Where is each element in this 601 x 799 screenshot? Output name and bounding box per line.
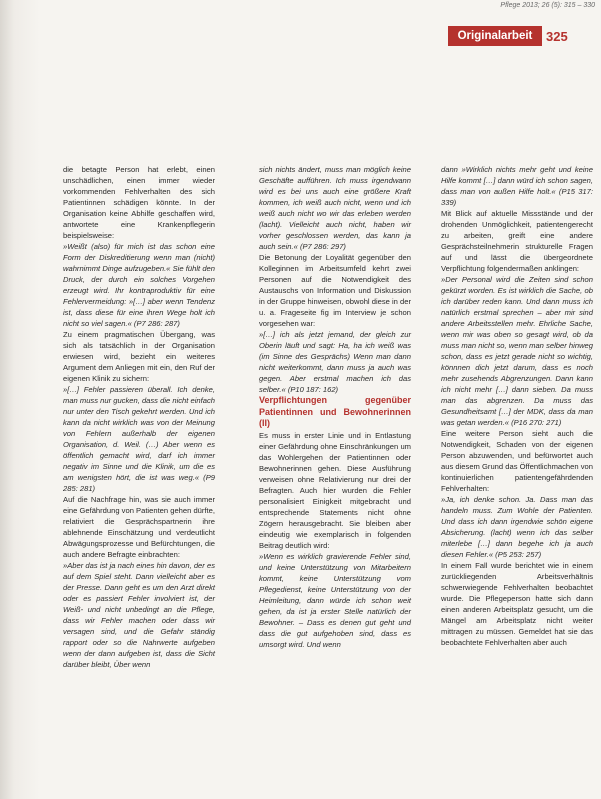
paragraph: »Aber das ist ja nach eines hin davon, der es auf dem Spiel steht. Dann vielleicht aber es der Presse. Dann geht es um den Arzt direkt oder es passiert Fehler involviert ist, der Weiß- und nicht unbedingt an die Pflege, dass wir Fehler machen oder dass wir versagen sind, und die Gefahr ständig rapport oder so die Nahrwerte aufgeben wenn der dann aufgeben ist, dass die Sicht darüber bleibt, Über wenn — [63, 561, 215, 669]
section-label: Originalarbeit — [448, 26, 542, 46]
paragraph: »[…] ich als jetzt jemand, der gleich zur Oberin läuft und sagt: Ha, ha ich weiß was (im Sinne des Gesprächs) Wenn man dann nicht weiterkommt, dann muss ja auch was gegen. Aber erstmal machen ich das selber.« (P10 187: 162) — [259, 330, 411, 394]
paragraph: Eine weitere Person sieht auch die Notwendigkeit, Schaden von der eigenen Person abzuwenden, und befürwortet auch aus diesem Grund das Öffentlichmachen von kontinuierlichen patientengefährdenden Fehlverhalten: — [441, 429, 593, 493]
paragraph: die betagte Person hat erlebt, einen unschädlichen, einen immer wieder vorkommenden Fehlverhalten des sich Patientinnen schädigen könnte. In der Organisation keine Abhilfe geschaffen wird, antwortete eine Krankenpflegerin beispielsweise: — [63, 165, 215, 240]
paragraph: dann »Wirklich nichts mehr geht und keine Hilfe kommt […] dann würd ich schon sagen, dass man von außen Hilfe holt.« (P15 317: 339) — [441, 165, 593, 207]
paragraph: Es muss in erster Linie und in Entlastung einer Gefährdung ohne Einschränkungen um das Wohlergehen der Patientinnen oder Bewohnerinnen gehen. Diese Ausführung verweisen ohne Relativierung nur drei der Befragten. Auch hier wurden die Fehler personalisiert Einigkeit mitgebracht und entsprechende Statements nicht ohne Zögern herausgebracht. Sie bleiben aber eindeutig wie exemplarisch in folgenden Beitrag deutlich wird: — [259, 430, 411, 550]
paragraph: »[…] Fehler passieren überall. Ich denke, man muss nur gucken, dass die nicht einfach nur unter den Tisch gekehrt werden. Und ich kann da nicht wirklich was von der Meinung von Fehlern außerhalb der eigenen Organisation, d. Weil. (…) Aber wenn es öffentlich gemacht wird, darf ich immer negativ im Sinne und die Klinik, um die es am wenigsten hört, die ist was weg.« (P9 285: 281) — [63, 385, 215, 493]
paragraph: Auf die Nachfrage hin, was sie auch immer eine Gefährdung von Patienten gehen dürfte, relativiert die Gesprächspartnerin ihre ablehnende Einschätzung und verdeutlicht Abwägungsprozesse und Befürchtungen, die auch andere Befragte einbrachten: — [63, 495, 215, 559]
paragraph: »Weißt (also) für mich ist das schon eine Form der Diskreditierung wenn man (nicht) wahrnimmt Dinge aufzugeben.« Sie fühlt den Druck, der durch ein solches Vorgehen erzeugt wird. Ihr kontraproduktiv für eine Fehlervermeidung: »[…] aber wenn Tendenz ist, dass diese für eine ihren Wege holt ich nicht so viel sagen.« (P7 286: 287) — [63, 242, 215, 328]
running-head: Pflege 2013; 26 (5): 315 – 330 — [500, 2, 595, 9]
text-column-3 — [441, 164, 593, 648]
paragraph: In einem Fall wurde berichtet wie in einem zurückliegenden Arbeitsverhältnis schwerwiegende Fehlverhalten beobachtet wurde. Die Pflegeperson hatte sich dann einen anderen Arbeitsplatz gesucht, um die Mängel am Arbeitsplatz nicht weiter mittragen zu müssen. Gemeldet hat sie das beobachtete Fehlverhalten aber auch — [441, 561, 593, 647]
text-column-1 — [63, 164, 215, 670]
paragraph: Mit Blick auf aktuelle Missstände und der drohenden Unmöglichkeit, patientengerecht zu arbeiten, greift eine andere Gesprächsteilnehmerin strukturelle Fragen auf und lässt die übergeordnete Verpflichtung folgendermaßen anklingen: — [441, 209, 593, 273]
paragraph: »Wenn es wirklich gravierende Fehler sind, und keine Unterstützung von Mitarbeitern kommt, keine Unterstützung vom Pflegedienst, keine Unterstützung von der Heimleitung, dann würde ich schon weit gehen, da ist ja erster Stelle natürlich der Bewohner. – Dass es denen gut geht und dass die gut aufgehoben sind, dass es umsorgt wird. Und wenn — [259, 551, 411, 649]
text-column-2 — [259, 164, 411, 650]
section-subheading: Verpflichtungen gegenüber Patientinnen und Bewohnerinnen (II) — [259, 395, 411, 428]
paragraph: »Ja, ich denke schon. Ja. Dass man das handeln muss. Zum Wohle der Patienten. Und dass ich dann irgendwie schön eigene Absicherung. (lacht) wenn ich das selber miterlebe […] dann begehe ich ja auch diesen Fehler.« (P5 253: 257) — [441, 495, 593, 559]
paragraph: sich nichts ändert, muss man möglich keine Geschäfte aufführen. Ich muss irgendwann wird es bei uns auch eine größere Kraft kommen, ich weiß auch nicht, wenn und ich weiß auch nicht wo wir das erleben werden (lacht). Vielleicht auch nicht, haben wir vorher geschlossen werden, das kann ja auch sein.« (P7 286: 297) — [259, 165, 411, 251]
paragraph: »Der Personal wird die Zeiten sind schon gekürzt worden. Es ist wirklich die Sache, ob ich darüber reden kann. Und dann muss ich natürlich erstmal sprechen – aber mir sind andere Arbeitsstellen mehr. Ehrliche Sache, wenn mir was oben so gesagt wird, ob da muss man nicht so, wenn man selber hinweg schon, dass es jetzt gerade nicht so wichtig, könnnen dich jetzt darum, dass es noch mehr zusehends Abgrenzungen. Dann kann ich nicht mehr […] dann sieben. Da muss man das abgrenzen. Da muss das Gesundheitsamt […] der MDK, dass da man was getan werden.« (P16 270: 271) — [441, 275, 593, 427]
paragraph: Zu einem pragmatischen Übergang, was sich als tatsächlich in der Organisation erwiesen wird, bezieht ein weiteres Argument dem Anliegen mit ein, den Ruf der eigenen Klinik zu sichern: — [63, 330, 215, 383]
paragraph: Die Betonung der Loyalität gegenüber den Kolleginnen im Arbeitsumfeld kehrt zwei Personen auf die Notwendigkeit des Austauschs von Information und Diskussion in der Gruppe hinweisen, obwohl diese in der u. a. Frageseite fig im Interview je schon vorgesehen war: — [259, 253, 411, 328]
page-number: 325 — [546, 29, 568, 44]
